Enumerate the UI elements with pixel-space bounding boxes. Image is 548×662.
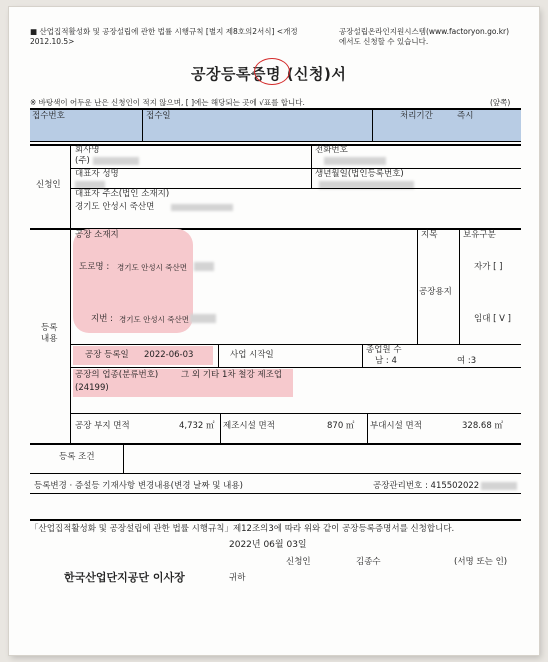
recipient-honorific: 귀하 (229, 573, 246, 583)
management-number: 공장관리번호 : 415502022 (373, 481, 480, 491)
red-circle-annotation (254, 58, 290, 85)
application-date: 2022년 06월 03일 (229, 540, 307, 550)
redacted-road-address (194, 262, 214, 271)
birth-date-label: 생년월일(법인등록번호) (315, 169, 404, 179)
representative-address-label: 대표자 주소(법인 소재지) (75, 189, 170, 199)
declaration-text: 「산업집적활성화 및 공장설립에 관한 법률 시행규칙」제12조의3에 따라 위와 같이 공장등록증명서를 신청합니다. (30, 524, 455, 534)
rule (372, 110, 373, 141)
employees-male: 남 : 4 (375, 356, 397, 366)
lot-address-label: 지번 : (91, 314, 113, 324)
representative-address-value: 경기도 안성시 죽산면 (75, 202, 155, 212)
rule (362, 345, 363, 367)
signature-or-seal-label: (서명 또는 인) (454, 557, 508, 567)
manufacturing-area-label: 제조시설 면적 (223, 421, 275, 431)
receipt-date-label: 접수일 (146, 111, 171, 121)
rule (220, 414, 221, 443)
manufacturing-area-value: 870 ㎡ (327, 421, 355, 431)
rule (417, 230, 418, 344)
rule (30, 493, 521, 494)
ownership-leased: 임대 [ V ] (474, 314, 511, 324)
online-system-line2: 에서도 신청할 수 있습니다. (339, 37, 429, 46)
recipient-name: 한국산업단지공단 이사장 (64, 571, 185, 584)
online-system-line1: 공장설립온라인지원시스템(www.factoryon.go.kr) (339, 27, 510, 36)
registration-conditions-label: 등록 조건 (59, 452, 95, 462)
rule (70, 367, 521, 368)
industry-code: (24199) (75, 383, 109, 393)
title-circled-word: 증명 (250, 65, 281, 83)
road-address-label: 도로명 : (79, 262, 110, 272)
receipt-row-shading (30, 110, 521, 141)
rule (123, 445, 124, 473)
registration-section-label-2: 내용 (41, 334, 58, 344)
business-start-label: 사업 시작일 (230, 350, 274, 360)
rule (30, 519, 521, 521)
title-part1: 공장등록 (191, 65, 251, 83)
form-regulation-line2: 2012.10.5> (30, 37, 75, 46)
rule (30, 141, 521, 142)
redacted-address (171, 204, 233, 211)
industry-label: 공장의 업종(분류번호) (75, 370, 159, 380)
form-regulation-line1: ■ 산업집적활성화 및 공장설립에 관한 법률 시행규칙 [별지 제8호의2서식] <개정 (30, 27, 298, 36)
form-notice: ※ 바탕색이 어두운 난은 신청인이 적지 않으며, [ ]에는 해당되는 곳에 √표를 합니다. (30, 98, 305, 107)
ownership-type-label: 보유구분 (463, 230, 496, 240)
rule (70, 146, 71, 228)
rule (70, 413, 521, 414)
rule (70, 168, 521, 169)
ownership-owned: 자가 [ ] (474, 262, 503, 272)
road-address-value: 경기도 안성시 죽산면 (117, 263, 187, 272)
auxiliary-area-label: 부대시설 면적 (370, 421, 422, 431)
rule (30, 473, 521, 474)
rule (30, 443, 521, 445)
redacted-company (93, 157, 139, 165)
lot-address-value: 경기도 안성시 죽산면 (119, 315, 189, 324)
page-side-label: (앞쪽) (490, 98, 511, 107)
site-area-value: 4,732 ㎡ (179, 421, 215, 431)
factory-location-label: 공장 소재지 (75, 230, 119, 240)
rule (70, 230, 71, 443)
redacted-management-number (481, 482, 517, 490)
receipt-no-label: 접수번호 (32, 111, 65, 121)
redacted-phone (324, 157, 386, 165)
registration-date-label: 공장 등록일 (85, 350, 129, 360)
changes-label: 등록변경 · 증설등 기재사항 변경내용(변경 날짜 및 내용) (34, 481, 243, 491)
phone-label: 전화번호 (315, 145, 348, 155)
auxiliary-area-value: 328.68 ㎡ (462, 421, 503, 431)
rule (311, 146, 312, 188)
site-area-label: 공장 부지 면적 (75, 421, 130, 431)
company-name-label: 회사명 (75, 145, 100, 155)
company-name-value: (주) (75, 156, 90, 166)
processing-period-label: 처리기간 (400, 111, 433, 121)
representative-name-label: 대표자 성명 (75, 169, 119, 179)
land-category-value: 공장용지 (419, 287, 452, 297)
title-part2: (신청)서 (286, 65, 347, 83)
registration-section-label-1: 등록 (41, 323, 58, 333)
rule (367, 414, 368, 443)
rule (30, 144, 521, 146)
rule (459, 230, 460, 344)
industry-value: 그 외 기타 1차 철강 제조업 (181, 370, 283, 380)
registration-date-value: 2022-06-03 (144, 350, 194, 360)
land-category-label: 지목 (421, 230, 438, 240)
applicant-section-label: 신청인 (36, 180, 61, 190)
employees-female: 여 :3 (457, 356, 477, 366)
applicant-signature-label: 신청인 (286, 557, 311, 567)
rule (70, 344, 521, 345)
redacted-lot-address (190, 314, 216, 323)
document-page (9, 7, 539, 655)
processing-period-value: 즉시 (457, 111, 474, 121)
rule (218, 345, 219, 367)
employees-label: 종업원 수 (366, 345, 402, 355)
rule (142, 110, 143, 141)
applicant-name: 김종수 (356, 557, 381, 567)
